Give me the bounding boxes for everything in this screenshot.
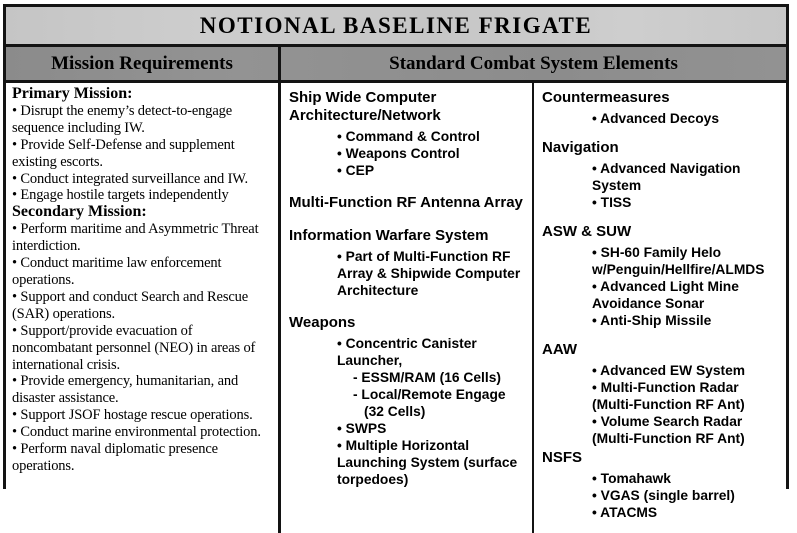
combat-elements-right-column: [534, 83, 786, 533]
mission-section-heading: Primary Mission:: [12, 85, 133, 102]
mission-bullet-item: • Conduct integrated surveillance and IW.: [12, 170, 248, 187]
combat-section-heading: Multi-Function RF Antenna Array: [289, 194, 523, 211]
combat-section-heading: Ship Wide Computer Architecture/Network: [289, 89, 441, 124]
table-body: [6, 83, 786, 533]
combat-section: [542, 139, 783, 211]
mission-bullet-item: • Provide emergency, humanitarian, and disaster assistance.: [12, 373, 239, 407]
column-header-mission-requirements: Mission Requirements: [6, 47, 281, 80]
combat-bullet-item: • Volume Search Radar (Multi-Function RF Ant): [592, 414, 745, 446]
combat-bullet-item: • SH-60 Family Helo w/Penguin/Hellfire/ALMDS: [592, 245, 765, 277]
combat-bullet-item: • Advanced EW System: [592, 363, 746, 378]
mission-bullet-item: • Disrupt the enemy’s detect-to-engage sequence including IW.: [12, 102, 233, 136]
combat-section: [289, 194, 527, 212]
combat-elements-middle-column: [281, 83, 534, 533]
combat-bullet-item: • Command & Control: [337, 129, 480, 144]
combat-section: [289, 89, 527, 179]
combat-section-heading: NSFS: [542, 449, 583, 466]
mission-bullet-item: • Support and conduct Search and Rescue (SAR) operations.: [12, 288, 248, 322]
combat-bullet-item: • VGAS (single barrel): [592, 488, 735, 503]
mission-bullet-item: • Conduct maritime law enforcement operations.: [12, 255, 222, 288]
combat-bullet-item: • Part of Multi-Function RF Array & Shipwide Computer Architecture: [337, 249, 521, 298]
combat-section-heading: Information Warfare System: [289, 227, 489, 244]
combat-bullet-item: • CEP: [337, 163, 375, 178]
combat-bullet-item: • TISS: [592, 195, 632, 210]
combat-section: [542, 89, 783, 127]
mission-bullet-item: • Provide Self-Defense and supplement existing escorts.: [12, 136, 235, 170]
combat-section: [289, 314, 527, 488]
table-title-bar: [6, 7, 786, 47]
mission-section-heading: Secondary Mission:: [12, 203, 147, 221]
frigate-table: [3, 4, 789, 520]
combat-section-heading: Weapons: [289, 314, 356, 331]
combat-bullet-item: • ATACMS: [592, 505, 658, 520]
combat-section-heading: Navigation: [542, 139, 619, 156]
page-title: NOTIONAL BASELINE FRIGATE: [199, 12, 593, 38]
combat-bullet-item: • Multiple Horizontal Launching System (surface torpedoes): [337, 438, 518, 487]
mission-requirements-column: [6, 83, 281, 533]
combat-bullet-item: • SWPS: [337, 421, 387, 436]
combat-sub-bullet-item: - ESSM/RAM (16 Cells): [353, 370, 501, 385]
combat-section: [542, 223, 783, 329]
mission-bullet-item: • Conduct marine environmental protection.: [12, 424, 261, 441]
combat-section-heading: AAW: [542, 341, 577, 358]
column-header-row: [6, 47, 786, 83]
combat-bullet-item: • Advanced Navigation System: [592, 161, 741, 193]
mission-bullet-item: • Perform maritime and Asymmetric Threat interdiction.: [12, 221, 259, 255]
combat-bullet-item: • Multi-Function Radar (Multi-Function RF Ant): [592, 380, 745, 412]
combat-bullet-item: • Anti-Ship Missile: [592, 313, 712, 328]
combat-section-heading: ASW & SUW: [542, 223, 632, 240]
mission-bullet-item: • Perform naval diplomatic presence operations.: [12, 441, 218, 474]
combat-bullet-item: • Concentric Canister Launcher,: [337, 336, 477, 368]
combat-bullet-item: • Weapons Control: [337, 146, 460, 161]
combat-section: [542, 341, 783, 447]
column-header-combat-system-elements: Standard Combat System Elements: [389, 52, 678, 74]
mission-bullet-item: • Support JSOF hostage rescue operations.: [12, 407, 253, 424]
combat-section-heading: Countermeasures: [542, 89, 670, 106]
combat-sub-bullet-item: - Local/Remote Engage (32 Cells): [353, 387, 506, 419]
mission-bullet-item: • Support/provide evacuation of noncombatant personnel (NEO) in areas of international crisis.: [12, 322, 256, 373]
combat-bullet-item: • Advanced Decoys: [592, 111, 720, 126]
combat-bullet-item: • Tomahawk: [592, 471, 671, 486]
combat-section: [289, 227, 527, 299]
combat-section: [542, 449, 783, 521]
mission-bullet-item: • Engage hostile targets independently: [12, 187, 229, 204]
combat-bullet-item: • Advanced Light Mine Avoidance Sonar: [592, 279, 739, 311]
